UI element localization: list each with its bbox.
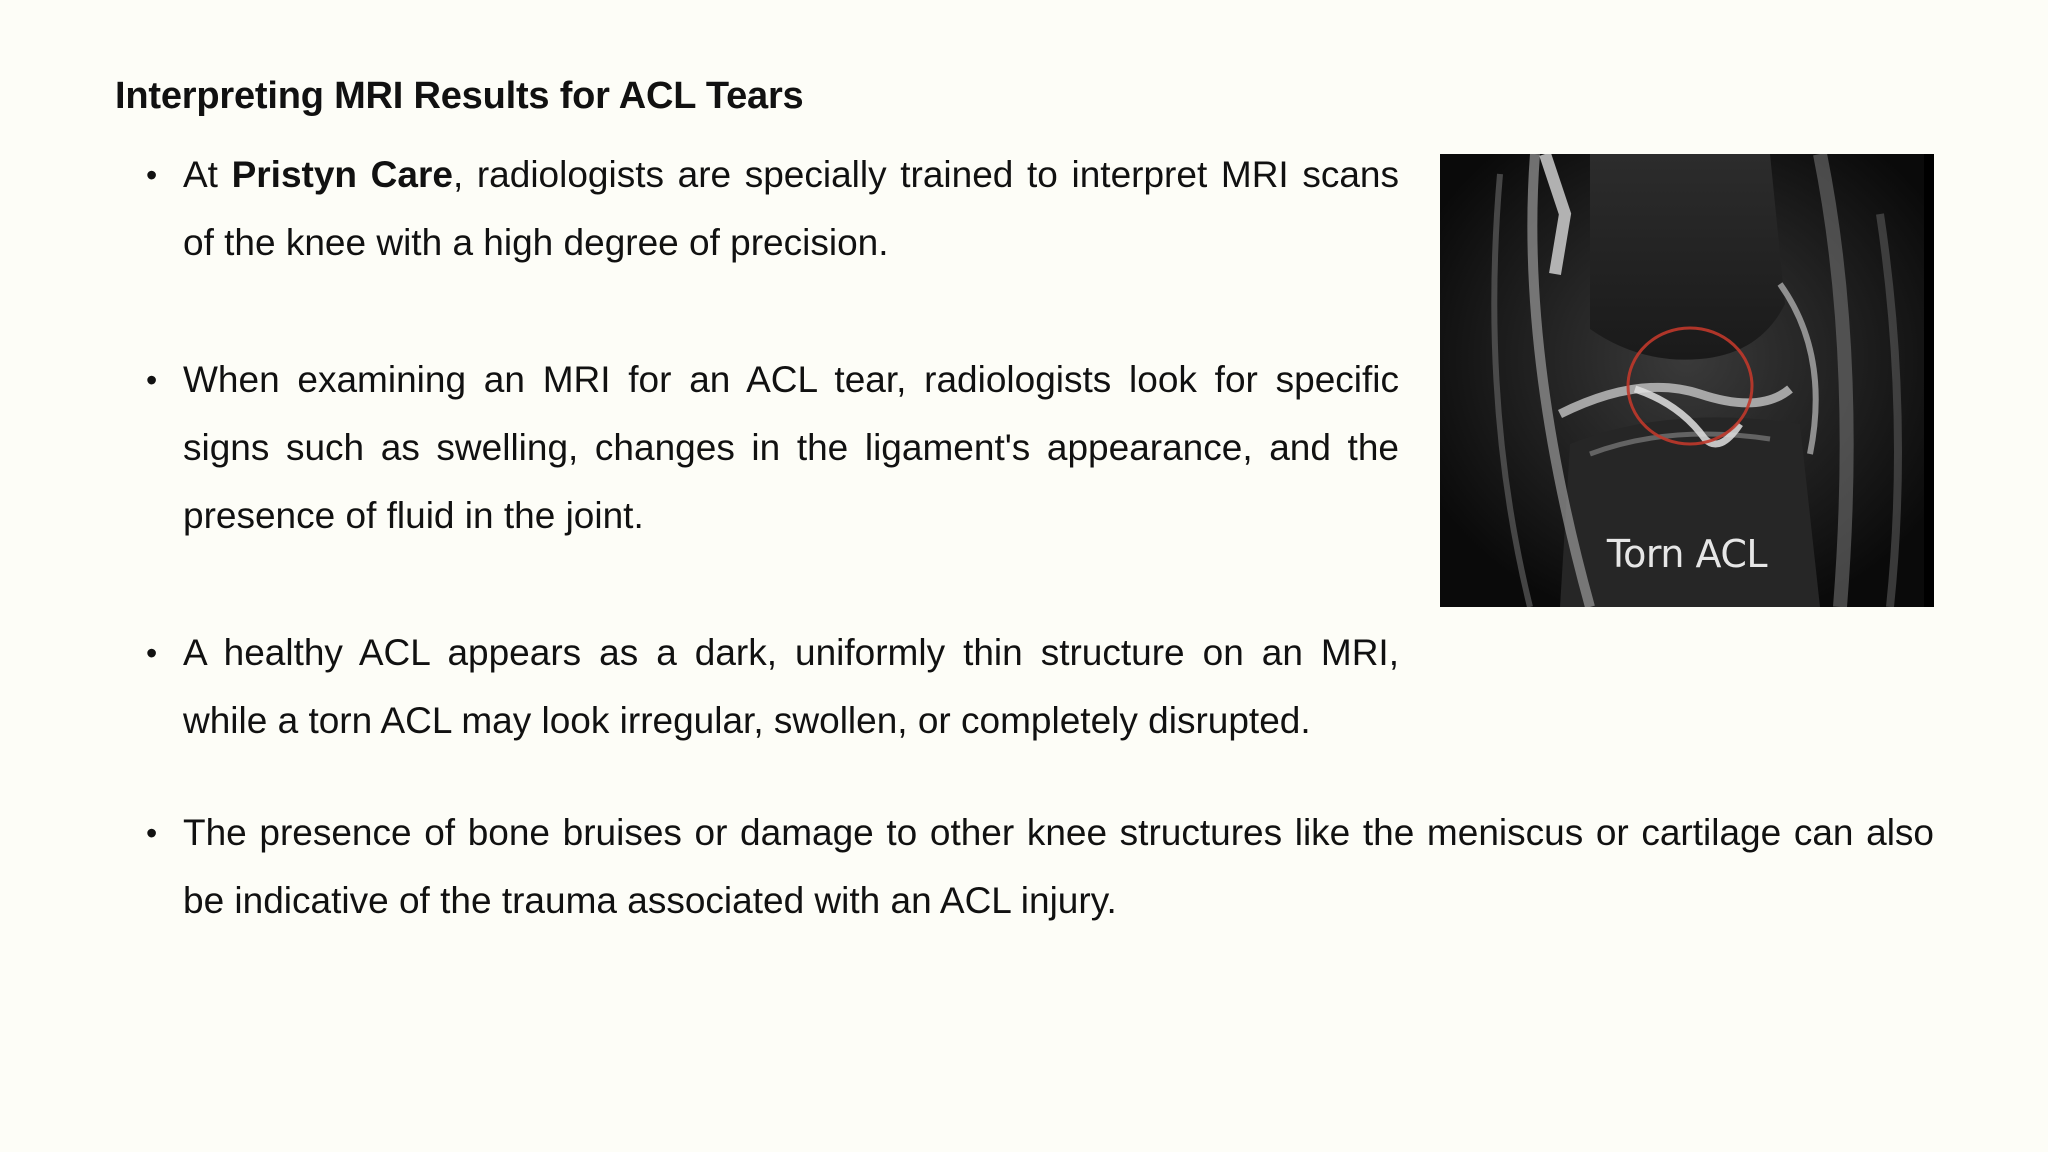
bullet-text-prefix: At xyxy=(183,154,232,195)
bullet-dot: • xyxy=(146,635,158,671)
page-title: Interpreting MRI Results for ACL Tears xyxy=(115,75,804,117)
bullet-item xyxy=(146,141,1399,277)
bullet-item xyxy=(146,799,1934,935)
bullet-dot: • xyxy=(146,815,158,851)
brand-name: Pristyn Care xyxy=(231,154,453,195)
bullet-text: A healthy ACL appears as a dark, uniformly thin structure on an MRI, while a torn ACL may look irregular, swollen, or completely disrupted. xyxy=(183,632,1399,741)
bullet-text: When examining an MRI for an ACL tear, radiologists look for specific signs such as swelling, changes in the ligament's appearance, and the presence of fluid in the joint. xyxy=(183,359,1399,536)
bullet-text: The presence of bone bruises or damage to other knee structures like the meniscus or cartilage can also be indicative of the trauma associated with an ACL injury. xyxy=(183,812,1934,921)
bullet-text: , radiologists are specially trained to interpret MRI scans of the knee with a high degree of precision. xyxy=(183,154,1399,263)
bullet-dot: • xyxy=(146,157,158,193)
knee-mri-image xyxy=(1440,154,1934,607)
mri-caption: Torn ACL xyxy=(1606,532,1768,576)
bullet-dot: • xyxy=(146,362,158,398)
bullet-item xyxy=(146,619,1399,755)
bullet-item xyxy=(146,346,1399,550)
